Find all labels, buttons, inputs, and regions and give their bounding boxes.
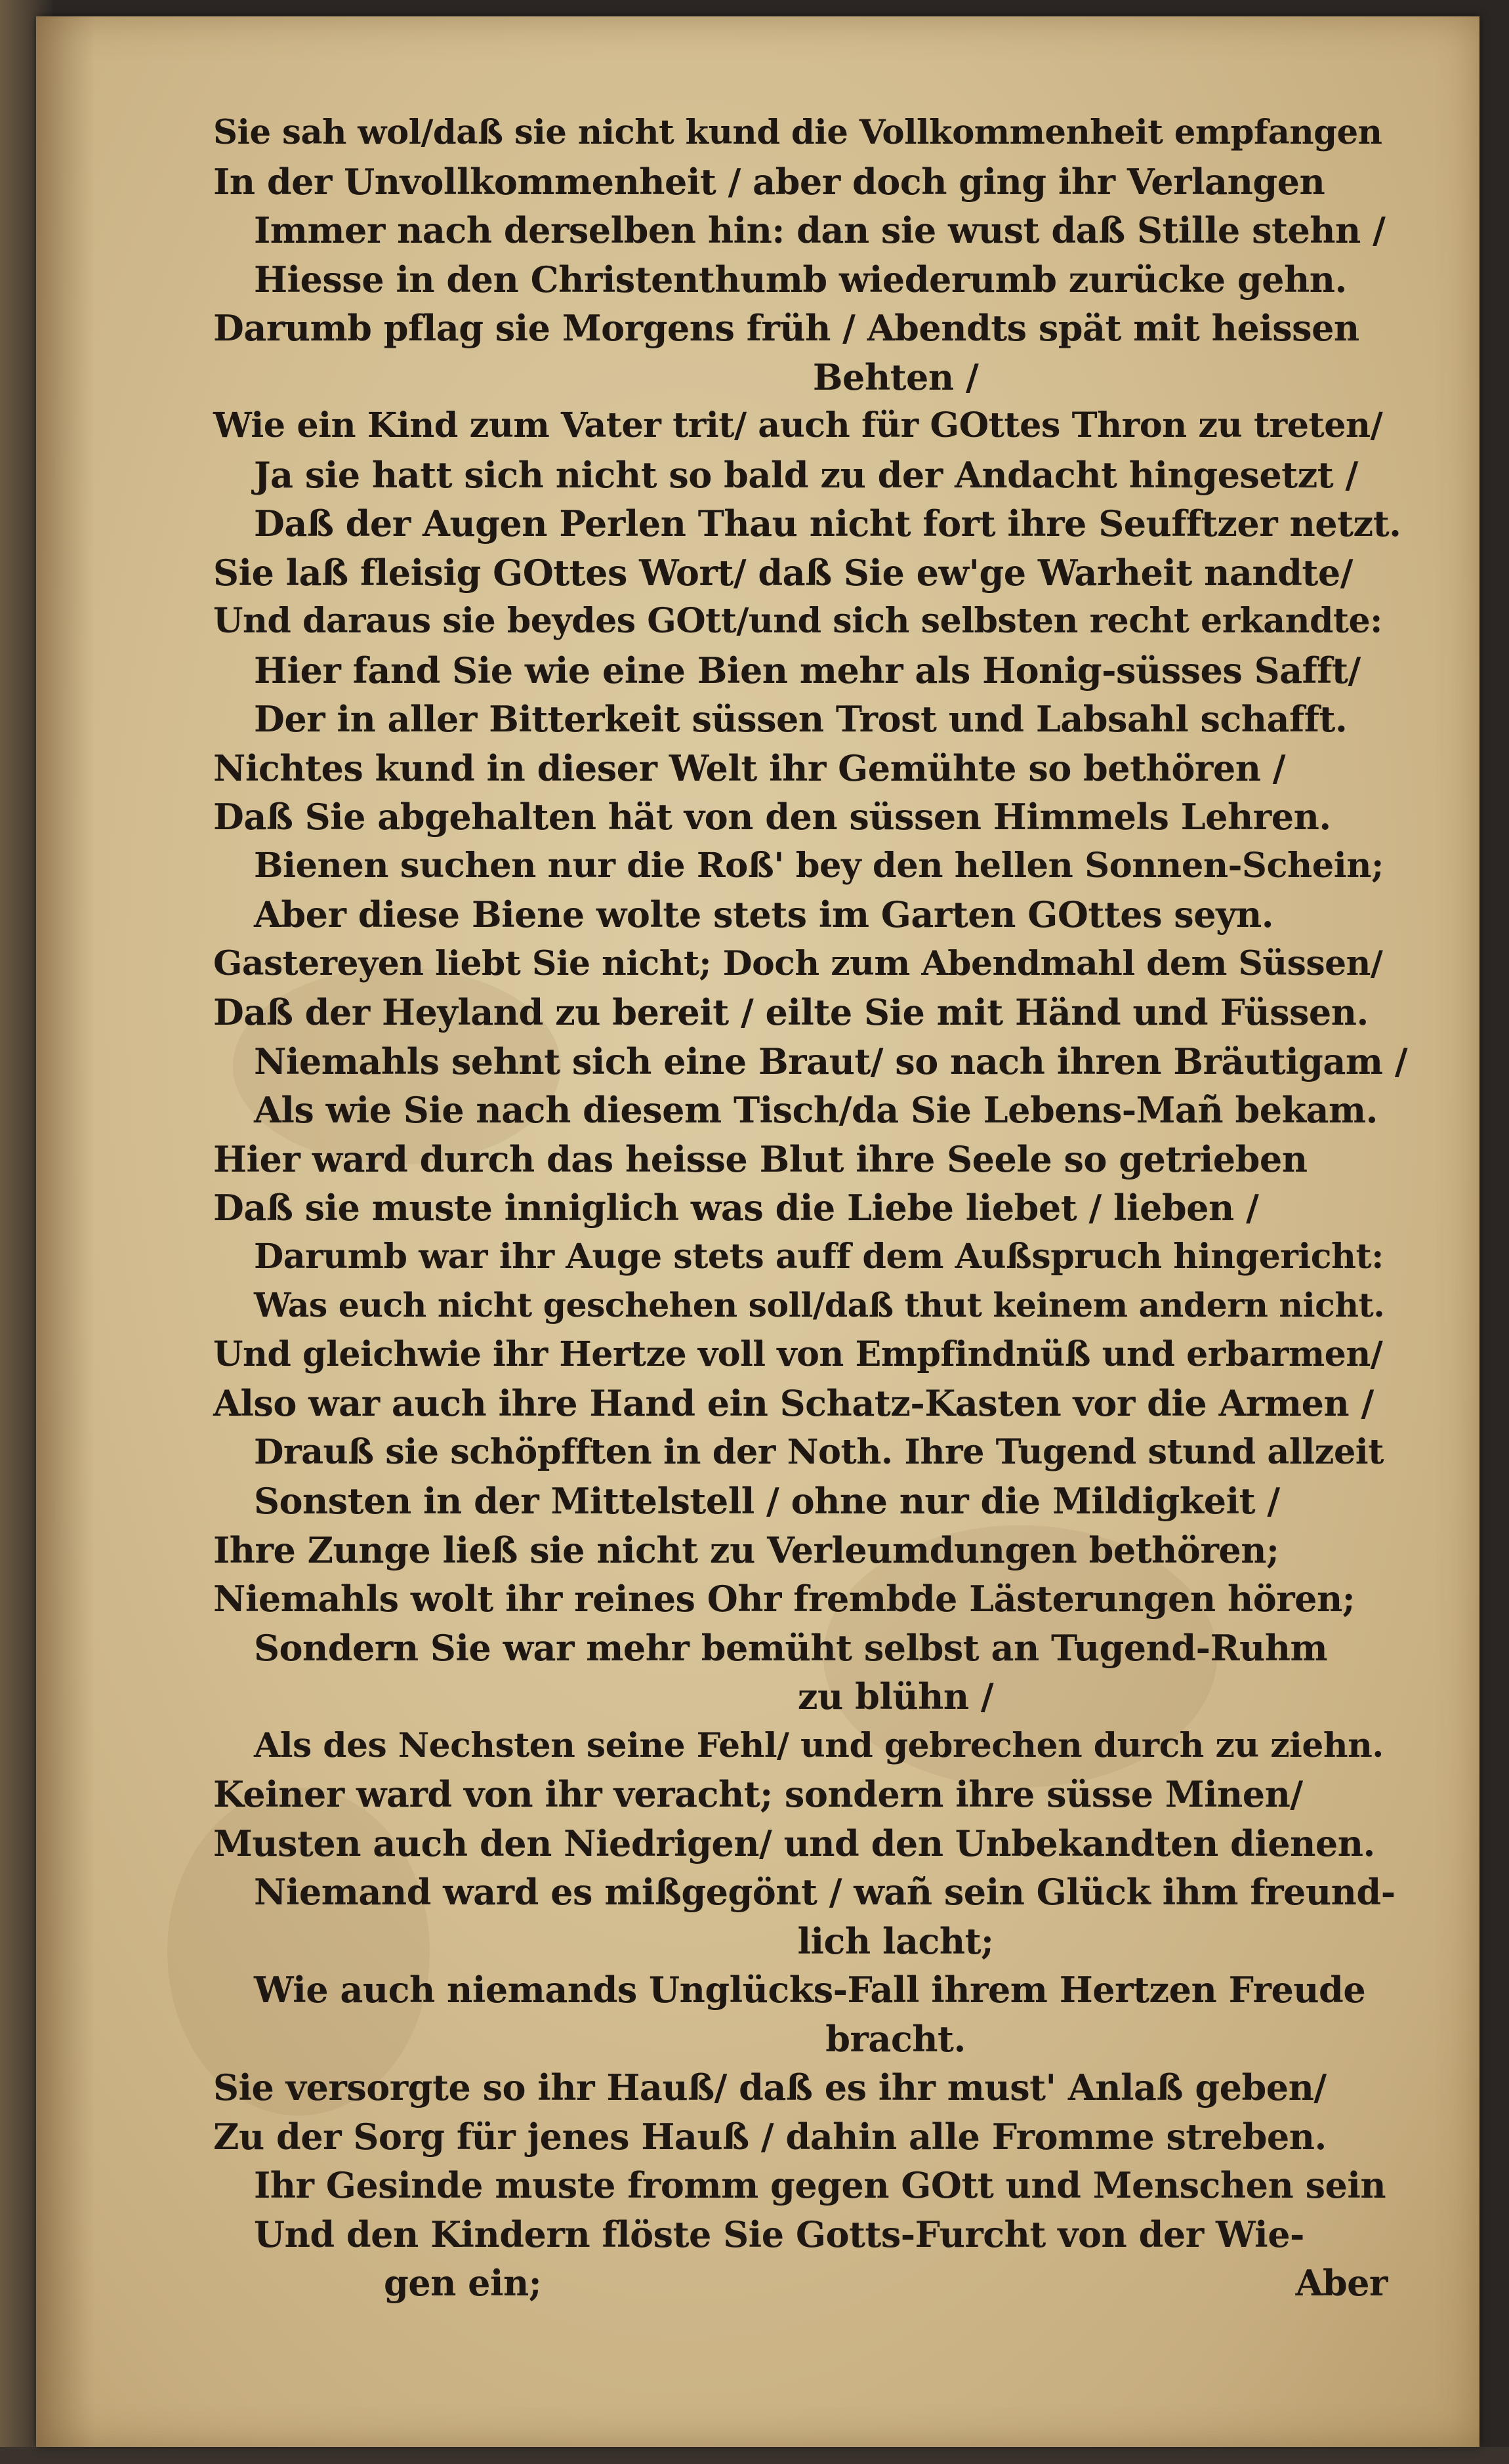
- text-line: zu blühn /: [797, 1675, 994, 1717]
- text-line: Nichtes kund in dieser Welt ihr Gemühte so bethören /: [213, 747, 1285, 789]
- book-page: [36, 16, 1479, 2447]
- text-line: Sie laß fleisig GOttes Wort/ daß Sie ew'ge Warheit nandte/: [213, 551, 1353, 594]
- text-line: Hier fand Sie wie eine Bien mehr als Honig-süsses Safft/: [254, 649, 1361, 691]
- text-line: Und den Kindern flöste Sie Gotts-Furcht von der Wie-: [254, 2213, 1304, 2255]
- text-line: Als wie Sie nach diesem Tisch/da Sie Lebens-Mañ bekam.: [254, 1089, 1378, 1131]
- text-line: Daß der Heyland zu bereit / eilte Sie mit Händ und Füssen.: [213, 991, 1369, 1033]
- text-line: Hier ward durch das heisse Blut ihre Seele so getrieben: [213, 1138, 1308, 1180]
- text-line: Daß Sie abgehalten hät von den süssen Himmels Lehren.: [213, 796, 1331, 838]
- text-line: Und gleichwie ihr Hertze voll von Empfindnüß und erbarmen/: [213, 1334, 1383, 1374]
- text-line: Keiner ward von ihr veracht; sondern ihre süsse Minen/: [213, 1773, 1303, 1815]
- text-line: Sie versorgte so ihr Hauß/ daß es ihr must' Anlaß geben/: [213, 2066, 1327, 2108]
- text-line: Behten /: [812, 356, 979, 398]
- text-line: Und daraus sie beydes GOtt/und sich selbsten recht erkandte:: [213, 601, 1382, 641]
- text-line: Daß sie muste inniglich was die Liebe liebet / lieben /: [213, 1187, 1259, 1229]
- text-line: Musten auch den Niedrigen/ und den Unbekandten dienen.: [213, 1822, 1375, 1864]
- text-line: Der in aller Bitterkeit süssen Trost und Labsahl schafft.: [254, 698, 1348, 740]
- text-line: Was euch nicht geschehen soll/daß thut keinem andern nicht.: [254, 1286, 1385, 1324]
- text-line: Aber diese Biene wolte stets im Garten GOttes seyn.: [254, 893, 1273, 935]
- text-line: Niemand ward es mißgegönt / wañ sein Glück ihm freund-: [254, 1871, 1395, 1913]
- text-line: In der Unvollkommenheit / aber doch ging ihr Verlangen: [213, 160, 1325, 203]
- text-line: gen ein;: [384, 2262, 542, 2304]
- text-line: Wie auch niemands Unglücks-Fall ihrem Hertzen Freude: [254, 1969, 1366, 2011]
- scan-background: [0, 2447, 1509, 2464]
- text-line: Darumb war ihr Auge stets auff dem Außspruch hingericht:: [254, 1236, 1384, 1277]
- text-line: Darumb pflag sie Morgens früh / Abendts spät mit heissen: [213, 307, 1359, 349]
- text-line: Sondern Sie war mehr bemüht selbst an Tugend-Ruhm: [254, 1626, 1328, 1669]
- text-line: Zu der Sorg für jenes Hauß / dahin alle Fromme streben.: [213, 2115, 1327, 2158]
- poem-text: [213, 108, 1407, 2308]
- text-line: Sonsten in der Mittelstell / ohne nur die Mildigkeit /: [254, 1480, 1280, 1522]
- text-line: Sie sah wol/daß sie nicht kund die Vollkommenheit empfangen: [213, 113, 1382, 152]
- text-line: Immer nach derselben hin: dan sie wust daß Stille stehn /: [254, 209, 1386, 251]
- text-line: Ihr Gesinde muste fromm gegen GOtt und Menschen sein: [254, 2164, 1386, 2206]
- text-line: lich lacht;: [797, 1920, 994, 1962]
- text-line: Drauß sie schöpfften in der Noth. Ihre Tugend stund allzeit: [254, 1431, 1384, 1472]
- text-line: Niemahls sehnt sich eine Braut/ so nach ihren Bräutigam /: [254, 1040, 1408, 1082]
- text-line: bracht.: [825, 2017, 966, 2060]
- last-line-row: [213, 2259, 1407, 2308]
- text-line: Wie ein Kind zum Vater trit/ auch für GOttes Thron zu treten/: [213, 405, 1383, 445]
- catchword: Aber: [1295, 2262, 1388, 2304]
- text-line: Ja sie hatt sich nicht so bald zu der Andacht hingesetzt /: [254, 453, 1358, 496]
- text-line: Niemahls wolt ihr reines Ohr frembde Lästerungen hören;: [213, 1578, 1355, 1620]
- text-line: Daß der Augen Perlen Thau nicht fort ihre Seufftzer netzt.: [254, 503, 1401, 544]
- text-line: Also war auch ihre Hand ein Schatz-Kasten vor die Armen /: [213, 1382, 1374, 1424]
- text-line: Ihre Zunge ließ sie nicht zu Verleumdungen bethören;: [213, 1529, 1279, 1571]
- text-line: Bienen suchen nur die Roß' bey den hellen Sonnen-Schein;: [254, 845, 1384, 886]
- text-line: Hiesse in den Christenthumb wiederumb zurücke gehn.: [254, 258, 1347, 300]
- text-line: Als des Nechsten seine Fehl/ und gebrechen durch zu ziehn.: [254, 1725, 1384, 1765]
- text-line: Gastereyen liebt Sie nicht; Doch zum Abendmahl dem Süssen/: [213, 943, 1383, 983]
